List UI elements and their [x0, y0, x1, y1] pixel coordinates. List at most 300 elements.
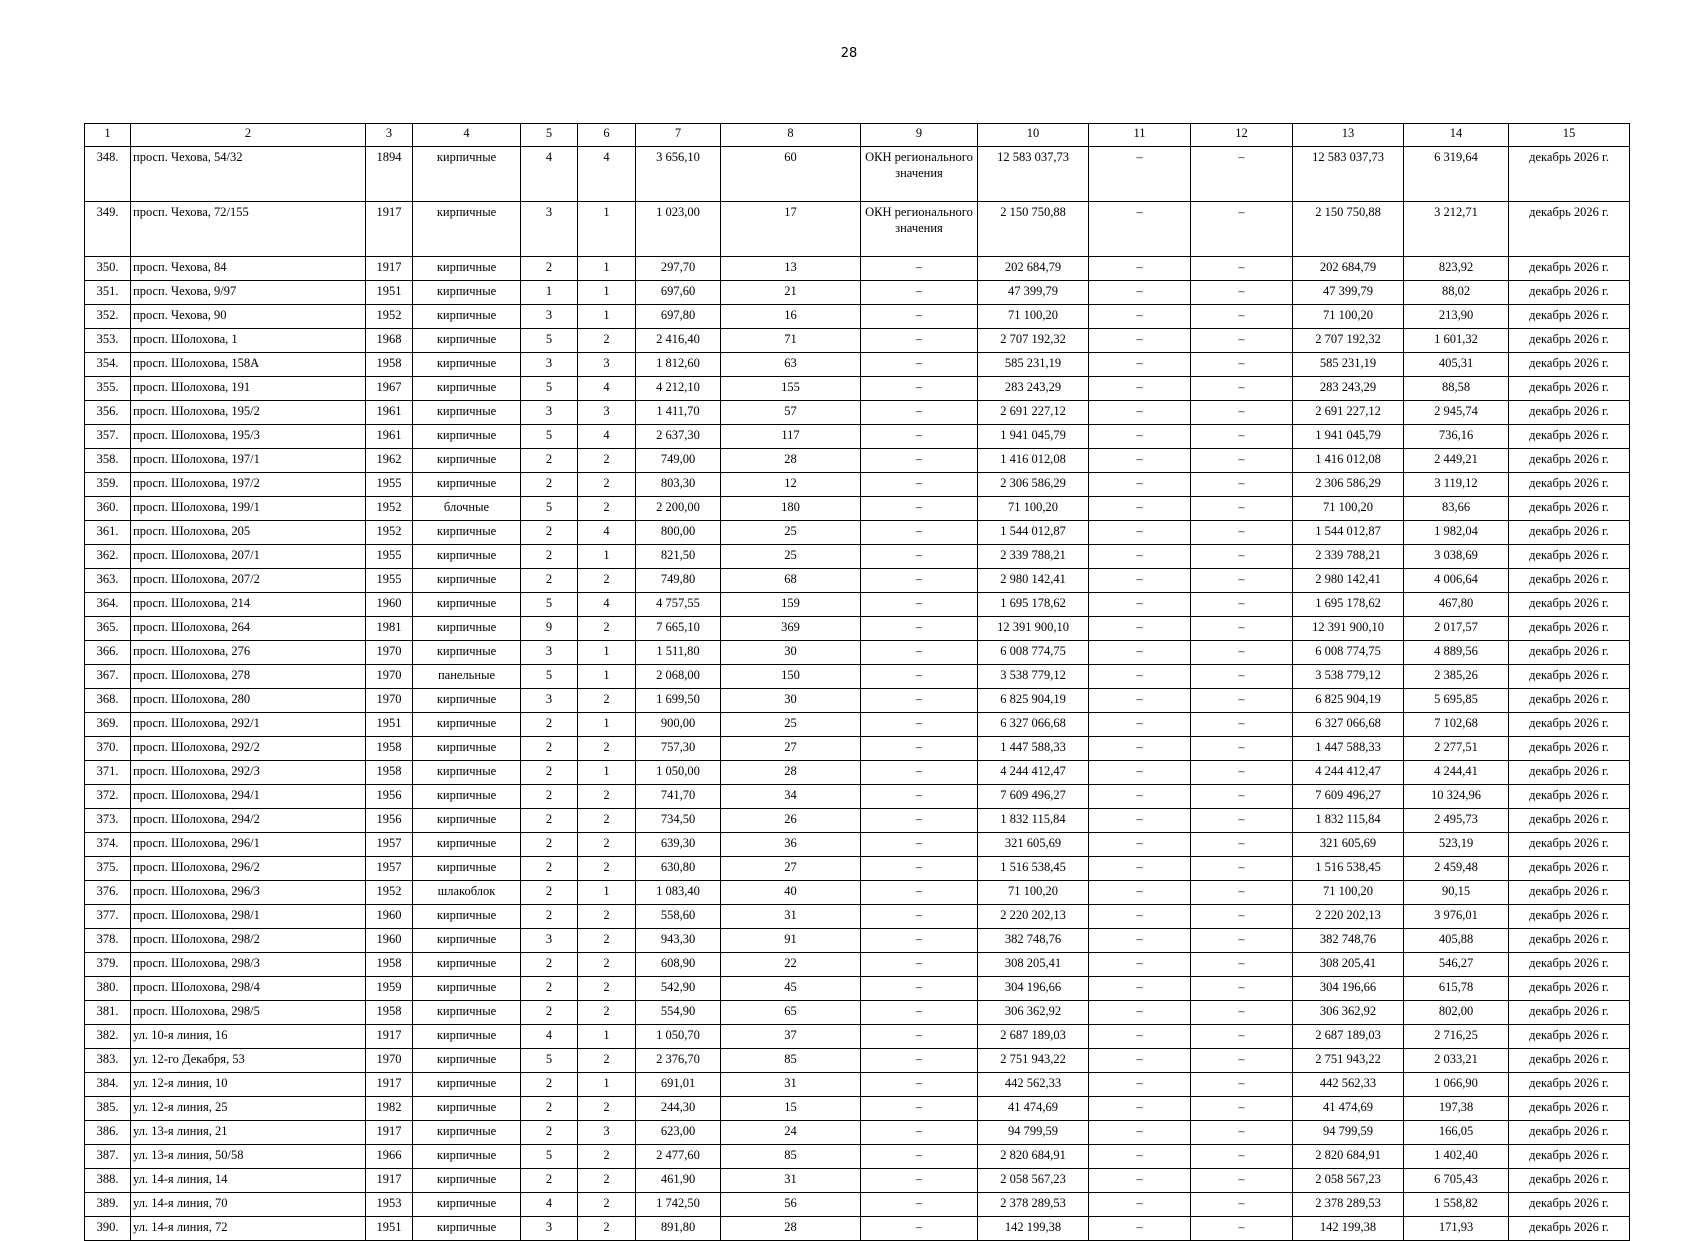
wall-material-cell: кирпичные: [413, 257, 521, 281]
year-cell: 1958: [366, 761, 413, 785]
cost-per-sqm-cell: 4 244,41: [1404, 761, 1509, 785]
year-cell: 1952: [366, 881, 413, 905]
floors-cell: 5: [521, 593, 578, 617]
table-row: [85, 569, 1630, 593]
empty-cell-12: –: [1191, 881, 1293, 905]
entrances-cell: 3: [578, 353, 636, 377]
total-cost-cell: 1 544 012,87: [1293, 521, 1404, 545]
column-header-1: 1: [85, 124, 131, 147]
address-cell: просп. Шолохова, 298/5: [131, 1001, 366, 1025]
cost-cell: 1 447 588,33: [978, 737, 1089, 761]
residents-cell: 22: [721, 953, 861, 977]
wall-material-cell: кирпичные: [413, 521, 521, 545]
year-cell: 1962: [366, 449, 413, 473]
residents-cell: 150: [721, 665, 861, 689]
entrances-cell: 1: [578, 881, 636, 905]
residents-cell: 85: [721, 1145, 861, 1169]
floors-cell: 2: [521, 713, 578, 737]
table-row: [85, 785, 1630, 809]
area-cell: 1 511,80: [636, 641, 721, 665]
area-cell: 821,50: [636, 545, 721, 569]
row-number-cell: 373.: [85, 809, 131, 833]
year-cell: 1958: [366, 1001, 413, 1025]
column-header-11: 11: [1089, 124, 1191, 147]
total-cost-cell: 4 244 412,47: [1293, 761, 1404, 785]
cost-cell: 2 687 189,03: [978, 1025, 1089, 1049]
empty-cell-12: –: [1191, 737, 1293, 761]
address-cell: просп. Шолохова, 195/3: [131, 425, 366, 449]
table-row: [85, 257, 1630, 281]
address-cell: просп. Шолохова, 298/3: [131, 953, 366, 977]
address-cell: просп. Чехова, 54/32: [131, 147, 366, 202]
address-cell: ул. 13-я линия, 21: [131, 1121, 366, 1145]
row-number-cell: 378.: [85, 929, 131, 953]
status-cell: –: [861, 665, 978, 689]
area-cell: 2 376,70: [636, 1049, 721, 1073]
year-cell: 1958: [366, 737, 413, 761]
table-row: [85, 737, 1630, 761]
address-cell: ул. 14-я линия, 72: [131, 1217, 366, 1241]
table-row: [85, 713, 1630, 737]
table-row: [85, 953, 1630, 977]
status-cell: –: [861, 1073, 978, 1097]
empty-cell-11: –: [1089, 737, 1191, 761]
status-cell: –: [861, 545, 978, 569]
total-cost-cell: 94 799,59: [1293, 1121, 1404, 1145]
table-row: [85, 905, 1630, 929]
wall-material-cell: кирпичные: [413, 761, 521, 785]
wall-material-cell: кирпичные: [413, 617, 521, 641]
residents-cell: 13: [721, 257, 861, 281]
empty-cell-11: –: [1089, 449, 1191, 473]
area-cell: 3 656,10: [636, 147, 721, 202]
row-number-cell: 390.: [85, 1217, 131, 1241]
wall-material-cell: кирпичные: [413, 1169, 521, 1193]
wall-material-cell: кирпичные: [413, 329, 521, 353]
year-cell: 1958: [366, 953, 413, 977]
table-row: [85, 545, 1630, 569]
status-cell: ОКН регионального значения: [861, 147, 978, 202]
deadline-cell: декабрь 2026 г.: [1509, 1193, 1630, 1217]
address-cell: ул. 13-я линия, 50/58: [131, 1145, 366, 1169]
cost-cell: 304 196,66: [978, 977, 1089, 1001]
cost-per-sqm-cell: 615,78: [1404, 977, 1509, 1001]
entrances-cell: 2: [578, 689, 636, 713]
cost-cell: 1 695 178,62: [978, 593, 1089, 617]
area-cell: 554,90: [636, 1001, 721, 1025]
deadline-cell: декабрь 2026 г.: [1509, 202, 1630, 257]
total-cost-cell: 1 695 178,62: [1293, 593, 1404, 617]
cost-per-sqm-cell: 405,31: [1404, 353, 1509, 377]
cost-per-sqm-cell: 213,90: [1404, 305, 1509, 329]
empty-cell-11: –: [1089, 1049, 1191, 1073]
deadline-cell: декабрь 2026 г.: [1509, 1097, 1630, 1121]
cost-per-sqm-cell: 2 945,74: [1404, 401, 1509, 425]
cost-cell: 4 244 412,47: [978, 761, 1089, 785]
empty-cell-11: –: [1089, 569, 1191, 593]
row-number-cell: 381.: [85, 1001, 131, 1025]
year-cell: 1968: [366, 329, 413, 353]
area-cell: 1 050,00: [636, 761, 721, 785]
residents-cell: 31: [721, 1073, 861, 1097]
empty-cell-12: –: [1191, 449, 1293, 473]
column-number-row: [85, 124, 1630, 147]
cost-cell: 71 100,20: [978, 497, 1089, 521]
entrances-cell: 1: [578, 305, 636, 329]
area-cell: 542,90: [636, 977, 721, 1001]
entrances-cell: 2: [578, 1001, 636, 1025]
address-cell: просп. Шолохова, 195/2: [131, 401, 366, 425]
wall-material-cell: кирпичные: [413, 1193, 521, 1217]
address-cell: просп. Шолохова, 158А: [131, 353, 366, 377]
cost-cell: 6 008 774,75: [978, 641, 1089, 665]
address-cell: просп. Шолохова, 296/2: [131, 857, 366, 881]
cost-cell: 321 605,69: [978, 833, 1089, 857]
wall-material-cell: кирпичные: [413, 281, 521, 305]
row-number-cell: 363.: [85, 569, 131, 593]
row-number-cell: 361.: [85, 521, 131, 545]
wall-material-cell: кирпичные: [413, 905, 521, 929]
deadline-cell: декабрь 2026 г.: [1509, 401, 1630, 425]
floors-cell: 5: [521, 665, 578, 689]
entrances-cell: 2: [578, 497, 636, 521]
wall-material-cell: кирпичные: [413, 977, 521, 1001]
table-row: [85, 305, 1630, 329]
area-cell: 623,00: [636, 1121, 721, 1145]
table-row: [85, 977, 1630, 1001]
year-cell: 1951: [366, 281, 413, 305]
residents-cell: 25: [721, 521, 861, 545]
area-cell: 1 812,60: [636, 353, 721, 377]
floors-cell: 2: [521, 833, 578, 857]
row-number-cell: 372.: [85, 785, 131, 809]
cost-per-sqm-cell: 823,92: [1404, 257, 1509, 281]
cost-cell: 306 362,92: [978, 1001, 1089, 1025]
column-header-8: 8: [721, 124, 861, 147]
total-cost-cell: 2 691 227,12: [1293, 401, 1404, 425]
wall-material-cell: кирпичные: [413, 473, 521, 497]
table-row: [85, 761, 1630, 785]
area-cell: 639,30: [636, 833, 721, 857]
table-row: [85, 617, 1630, 641]
address-cell: просп. Чехова, 90: [131, 305, 366, 329]
total-cost-cell: 1 516 538,45: [1293, 857, 1404, 881]
cost-cell: 442 562,33: [978, 1073, 1089, 1097]
empty-cell-11: –: [1089, 377, 1191, 401]
table-row: [85, 497, 1630, 521]
entrances-cell: 2: [578, 1193, 636, 1217]
deadline-cell: декабрь 2026 г.: [1509, 521, 1630, 545]
cost-per-sqm-cell: 546,27: [1404, 953, 1509, 977]
area-cell: 2 416,40: [636, 329, 721, 353]
empty-cell-12: –: [1191, 1145, 1293, 1169]
status-cell: –: [861, 809, 978, 833]
empty-cell-11: –: [1089, 329, 1191, 353]
total-cost-cell: 71 100,20: [1293, 305, 1404, 329]
row-number-cell: 369.: [85, 713, 131, 737]
table-row: [85, 689, 1630, 713]
status-cell: –: [861, 401, 978, 425]
cost-cell: 202 684,79: [978, 257, 1089, 281]
table-row: [85, 377, 1630, 401]
cost-cell: 12 583 037,73: [978, 147, 1089, 202]
cost-cell: 2 980 142,41: [978, 569, 1089, 593]
area-cell: 749,80: [636, 569, 721, 593]
residents-cell: 36: [721, 833, 861, 857]
cost-per-sqm-cell: 2 017,57: [1404, 617, 1509, 641]
entrances-cell: 1: [578, 1073, 636, 1097]
address-cell: просп. Шолохова, 296/1: [131, 833, 366, 857]
cost-per-sqm-cell: 523,19: [1404, 833, 1509, 857]
total-cost-cell: 2 339 788,21: [1293, 545, 1404, 569]
cost-cell: 41 474,69: [978, 1097, 1089, 1121]
address-cell: просп. Шолохова, 276: [131, 641, 366, 665]
year-cell: 1967: [366, 377, 413, 401]
wall-material-cell: кирпичные: [413, 1217, 521, 1241]
floors-cell: 3: [521, 202, 578, 257]
column-header-2: 2: [131, 124, 366, 147]
area-cell: 558,60: [636, 905, 721, 929]
floors-cell: 2: [521, 545, 578, 569]
empty-cell-11: –: [1089, 1121, 1191, 1145]
empty-cell-11: –: [1089, 1097, 1191, 1121]
table-row: [85, 809, 1630, 833]
residents-cell: 30: [721, 641, 861, 665]
empty-cell-12: –: [1191, 761, 1293, 785]
area-cell: 2 477,60: [636, 1145, 721, 1169]
entrances-cell: 4: [578, 521, 636, 545]
empty-cell-12: –: [1191, 401, 1293, 425]
row-number-cell: 371.: [85, 761, 131, 785]
empty-cell-11: –: [1089, 1145, 1191, 1169]
address-cell: ул. 14-я линия, 14: [131, 1169, 366, 1193]
year-cell: 1958: [366, 353, 413, 377]
area-cell: 1 411,70: [636, 401, 721, 425]
status-cell: –: [861, 1001, 978, 1025]
area-cell: 7 665,10: [636, 617, 721, 641]
wall-material-cell: кирпичные: [413, 425, 521, 449]
cost-per-sqm-cell: 1 601,32: [1404, 329, 1509, 353]
deadline-cell: декабрь 2026 г.: [1509, 641, 1630, 665]
deadline-cell: декабрь 2026 г.: [1509, 257, 1630, 281]
empty-cell-11: –: [1089, 1193, 1191, 1217]
row-number-cell: 360.: [85, 497, 131, 521]
total-cost-cell: 6 825 904,19: [1293, 689, 1404, 713]
deadline-cell: декабрь 2026 г.: [1509, 857, 1630, 881]
area-cell: 2 637,30: [636, 425, 721, 449]
status-cell: –: [861, 713, 978, 737]
empty-cell-12: –: [1191, 202, 1293, 257]
year-cell: 1970: [366, 641, 413, 665]
residents-cell: 57: [721, 401, 861, 425]
table-row: [85, 521, 1630, 545]
empty-cell-11: –: [1089, 617, 1191, 641]
total-cost-cell: 41 474,69: [1293, 1097, 1404, 1121]
residents-cell: 180: [721, 497, 861, 521]
total-cost-cell: 142 199,38: [1293, 1217, 1404, 1241]
row-number-cell: 383.: [85, 1049, 131, 1073]
total-cost-cell: 304 196,66: [1293, 977, 1404, 1001]
residents-cell: 68: [721, 569, 861, 593]
column-header-14: 14: [1404, 124, 1509, 147]
cost-cell: 1 516 538,45: [978, 857, 1089, 881]
floors-cell: 5: [521, 377, 578, 401]
empty-cell-12: –: [1191, 977, 1293, 1001]
column-header-15: 15: [1509, 124, 1630, 147]
wall-material-cell: кирпичные: [413, 569, 521, 593]
wall-material-cell: кирпичные: [413, 929, 521, 953]
deadline-cell: декабрь 2026 г.: [1509, 569, 1630, 593]
row-number-cell: 352.: [85, 305, 131, 329]
deadline-cell: декабрь 2026 г.: [1509, 809, 1630, 833]
floors-cell: 2: [521, 569, 578, 593]
wall-material-cell: кирпичные: [413, 545, 521, 569]
floors-cell: 2: [521, 1001, 578, 1025]
address-cell: просп. Шолохова, 298/1: [131, 905, 366, 929]
cost-cell: 1 941 045,79: [978, 425, 1089, 449]
empty-cell-11: –: [1089, 1169, 1191, 1193]
entrances-cell: 2: [578, 449, 636, 473]
floors-cell: 2: [521, 785, 578, 809]
floors-cell: 3: [521, 401, 578, 425]
total-cost-cell: 71 100,20: [1293, 497, 1404, 521]
table-row: [85, 281, 1630, 305]
address-cell: просп. Шолохова, 214: [131, 593, 366, 617]
table-row: [85, 833, 1630, 857]
year-cell: 1956: [366, 809, 413, 833]
cost-per-sqm-cell: 6 705,43: [1404, 1169, 1509, 1193]
entrances-cell: 1: [578, 202, 636, 257]
column-header-6: 6: [578, 124, 636, 147]
cost-per-sqm-cell: 736,16: [1404, 425, 1509, 449]
address-cell: просп. Чехова, 84: [131, 257, 366, 281]
wall-material-cell: кирпичные: [413, 1025, 521, 1049]
total-cost-cell: 2 058 567,23: [1293, 1169, 1404, 1193]
deadline-cell: декабрь 2026 г.: [1509, 281, 1630, 305]
row-number-cell: 351.: [85, 281, 131, 305]
deadline-cell: декабрь 2026 г.: [1509, 1025, 1630, 1049]
deadline-cell: декабрь 2026 г.: [1509, 449, 1630, 473]
wall-material-cell: кирпичные: [413, 377, 521, 401]
empty-cell-11: –: [1089, 785, 1191, 809]
total-cost-cell: 308 205,41: [1293, 953, 1404, 977]
wall-material-cell: шлакоблок: [413, 881, 521, 905]
entrances-cell: 1: [578, 713, 636, 737]
column-header-13: 13: [1293, 124, 1404, 147]
total-cost-cell: 2 306 586,29: [1293, 473, 1404, 497]
total-cost-cell: 2 150 750,88: [1293, 202, 1404, 257]
cost-per-sqm-cell: 5 695,85: [1404, 689, 1509, 713]
entrances-cell: 1: [578, 1025, 636, 1049]
cost-per-sqm-cell: 2 385,26: [1404, 665, 1509, 689]
total-cost-cell: 2 820 684,91: [1293, 1145, 1404, 1169]
address-cell: просп. Шолохова, 207/2: [131, 569, 366, 593]
row-number-cell: 385.: [85, 1097, 131, 1121]
cost-cell: 283 243,29: [978, 377, 1089, 401]
floors-cell: 2: [521, 449, 578, 473]
entrances-cell: 1: [578, 257, 636, 281]
empty-cell-12: –: [1191, 1217, 1293, 1241]
empty-cell-11: –: [1089, 1073, 1191, 1097]
cost-per-sqm-cell: 802,00: [1404, 1001, 1509, 1025]
row-number-cell: 356.: [85, 401, 131, 425]
residents-cell: 30: [721, 689, 861, 713]
cost-per-sqm-cell: 197,38: [1404, 1097, 1509, 1121]
residents-cell: 40: [721, 881, 861, 905]
cost-per-sqm-cell: 166,05: [1404, 1121, 1509, 1145]
row-number-cell: 366.: [85, 641, 131, 665]
entrances-cell: 2: [578, 785, 636, 809]
deadline-cell: декабрь 2026 г.: [1509, 929, 1630, 953]
deadline-cell: декабрь 2026 г.: [1509, 953, 1630, 977]
row-number-cell: 370.: [85, 737, 131, 761]
area-cell: 630,80: [636, 857, 721, 881]
residents-cell: 15: [721, 1097, 861, 1121]
year-cell: 1917: [366, 257, 413, 281]
empty-cell-11: –: [1089, 689, 1191, 713]
address-cell: просп. Чехова, 9/97: [131, 281, 366, 305]
residents-cell: 31: [721, 905, 861, 929]
area-cell: 1 050,70: [636, 1025, 721, 1049]
status-cell: –: [861, 1049, 978, 1073]
row-number-cell: 349.: [85, 202, 131, 257]
column-header-10: 10: [978, 124, 1089, 147]
entrances-cell: 2: [578, 329, 636, 353]
table-row: [85, 1049, 1630, 1073]
deadline-cell: декабрь 2026 г.: [1509, 881, 1630, 905]
address-cell: просп. Шолохова, 280: [131, 689, 366, 713]
residents-cell: 117: [721, 425, 861, 449]
total-cost-cell: 306 362,92: [1293, 1001, 1404, 1025]
residents-cell: 56: [721, 1193, 861, 1217]
residents-cell: 26: [721, 809, 861, 833]
wall-material-cell: кирпичные: [413, 353, 521, 377]
table-row: [85, 665, 1630, 689]
year-cell: 1961: [366, 425, 413, 449]
residents-cell: 28: [721, 761, 861, 785]
residents-cell: 28: [721, 449, 861, 473]
table-row: [85, 593, 1630, 617]
empty-cell-11: –: [1089, 353, 1191, 377]
deadline-cell: декабрь 2026 г.: [1509, 617, 1630, 641]
status-cell: –: [861, 977, 978, 1001]
total-cost-cell: 1 832 115,84: [1293, 809, 1404, 833]
cost-cell: 2 378 289,53: [978, 1193, 1089, 1217]
floors-cell: 3: [521, 305, 578, 329]
empty-cell-11: –: [1089, 1217, 1191, 1241]
residents-cell: 63: [721, 353, 861, 377]
empty-cell-12: –: [1191, 617, 1293, 641]
wall-material-cell: кирпичные: [413, 1073, 521, 1097]
status-cell: –: [861, 257, 978, 281]
empty-cell-11: –: [1089, 147, 1191, 202]
entrances-cell: 2: [578, 1169, 636, 1193]
total-cost-cell: 321 605,69: [1293, 833, 1404, 857]
total-cost-cell: 382 748,76: [1293, 929, 1404, 953]
residents-cell: 60: [721, 147, 861, 202]
floors-cell: 5: [521, 497, 578, 521]
floors-cell: 2: [521, 1073, 578, 1097]
entrances-cell: 2: [578, 833, 636, 857]
residents-cell: 27: [721, 857, 861, 881]
address-cell: ул. 12-го Декабря, 53: [131, 1049, 366, 1073]
total-cost-cell: 585 231,19: [1293, 353, 1404, 377]
cost-cell: 2 707 192,32: [978, 329, 1089, 353]
residents-cell: 159: [721, 593, 861, 617]
address-cell: просп. Шолохова, 298/2: [131, 929, 366, 953]
row-number-cell: 359.: [85, 473, 131, 497]
empty-cell-12: –: [1191, 1121, 1293, 1145]
